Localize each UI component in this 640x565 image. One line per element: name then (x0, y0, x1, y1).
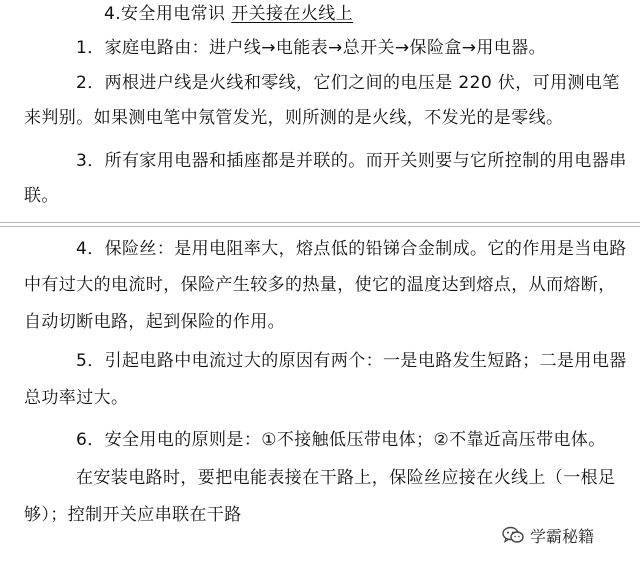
watermark-text: 学霸秘籍 (530, 526, 595, 546)
paragraph-1-line-1: 1．家庭电路由：进户线→电能表→总开关→保险盒→用电器。 (76, 38, 546, 58)
paragraph-7-line-2: 够）；控制开关应串联在干路 (24, 505, 242, 525)
title-text: 4.安全用电常识 (104, 4, 232, 24)
watermark (502, 522, 594, 548)
paragraph-4-line-1: 4．保险丝：是用电阻率大，熔点低的铅锑合金制成。它的作用是当电路 (76, 239, 627, 259)
paragraph-5-line-2: 总功率过大。 (24, 388, 129, 408)
paragraph-5-line-1: 5．引起电路中电流过大的原因有两个：一是电路发生短路；二是用电器 (76, 351, 627, 371)
paragraph-6-line-1: 6．安全用电的原则是：①不接触低压带电体；②不靠近高压带电体。 (76, 430, 606, 450)
paragraph-7-line-1: 在安装电路时，要把电能表接在干路上，保险丝应接在火线上（一根足 (76, 468, 616, 488)
divider-rule-top (0, 222, 640, 223)
paragraph-3-line-1: 3．所有家用电器和插座都是并联的。而开关则要与它所控制的用电器串 (76, 151, 627, 171)
section-title (104, 2, 640, 26)
page-break-divider (0, 220, 640, 228)
paragraph-4-line-3: 自动切断电路，起到保险的作用。 (24, 312, 285, 332)
paragraph-4-line-2: 中有过大的电流时，保险产生较多的热量，使它的温度达到熔点，从而熔断， (24, 275, 616, 295)
paragraph-2-line-1: 2．两根进户线是火线和零线，它们之间的电压是 220 伏，可用测电笔 (76, 73, 620, 93)
paragraph-2-line-2: 来判别。如果测电笔中氖管发光，则所测的是火线，不发光的是零线。 (24, 108, 564, 128)
paragraph-3-line-2: 联。 (24, 186, 59, 206)
title-underlined-text: 开关接在火线上 (231, 4, 354, 24)
wechat-icon (502, 526, 524, 544)
divider-rule-bottom (0, 226, 640, 227)
